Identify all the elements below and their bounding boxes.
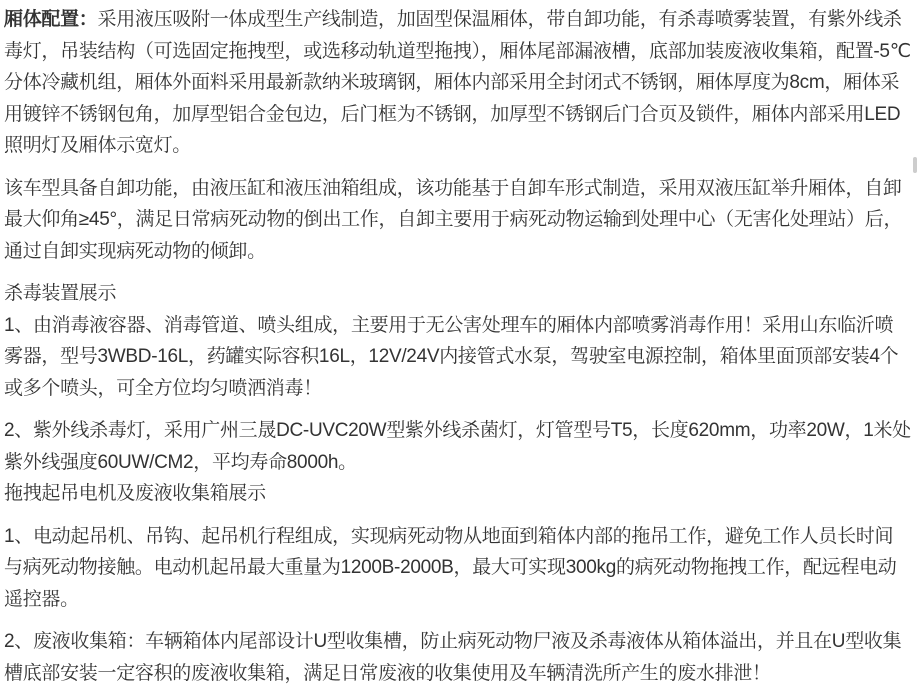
disinfection-item-1: 1、由消毒液容器、消毒管道、喷头组成，主要用于无公害处理车的厢体内部喷雾消毒作用！采用山东临沂喷雾器，型号3WBD-16L，药罐实际容积16L，12V/24V内接管式水泵，驾驶室电源控制，箱体里面顶部安装4个或多个喷头，可全方位均匀喷洒消毒！ <box>4 314 899 399</box>
section-uv-lamp-and-hoist-heading <box>4 415 911 510</box>
section-disinfection-device <box>4 278 911 404</box>
box-configuration-label: 厢体配置： <box>4 9 98 30</box>
hoist-section-heading: 拖拽起吊电机及废液收集箱展示 <box>4 483 266 504</box>
disinfection-section-heading: 杀毒装置展示 <box>4 283 117 304</box>
uv-lamp-item-2: 2、紫外线杀毒灯，采用广州三晟DC-UVC20W型紫外线杀菌灯，灯管型号T5，长度620mm，功率20W，1米处紫外线强度60UW/CM2，平均寿命8000h。 <box>4 420 911 473</box>
box-configuration-text: 采用液压吸附一体成型生产线制造，加固型保温厢体，带自卸功能，有杀毒喷雾装置，有紫外线杀毒灯，吊装结构（可选固定拖拽型，或选移动轨道型拖拽），厢体尾部漏液槽，底部加装废液收集箱，配置-5℃分体冷藏机组，厢体外面料采用最新款纳米玻璃钢，厢体内部采用全封闭式不锈钢，厢体厚度为8cm，厢体采用镀锌不锈钢包角，加厚型铝合金包边，后门框为不锈钢，加厚型不锈钢后门合页及锁件，厢体内部采用LED照明灯及厢体示宽灯。 <box>4 9 911 156</box>
paragraph-box-configuration <box>4 4 911 162</box>
hoist-motor-item-1: 1、电动起吊机、吊钩、起吊机行程组成，实现病死动物从地面到箱体内部的拖吊工作，避免工作人员长时间与病死动物接触。电动机起吊最大重量为1200B-2000B，最大可实现300kg的病死动物拖拽工作，配远程电动遥控器。 <box>4 525 897 610</box>
paragraph-self-dump-function: 该车型具备自卸功能，由液压缸和液压油箱组成，该功能基于自卸车形式制造，采用双液压缸举升厢体，自卸最大仰角≥45°，满足日常病死动物的倒出工作，自卸主要用于病死动物运输到处理中心（无害化处理站）后，通过自卸实现病死动物的倾卸。 <box>4 177 903 262</box>
waste-liquid-tank-item-2: 2、废液收集箱：车辆箱体内尾部设计U型收集槽，防止病死动物尸液及杀毒液体从箱体溢出，并且在U型收集槽底部安装一定容积的废液收集箱，满足日常废液的收集使用及车辆清洗所产生的废水排泄！ <box>4 631 902 684</box>
scrollbar-thumb[interactable] <box>913 157 917 173</box>
